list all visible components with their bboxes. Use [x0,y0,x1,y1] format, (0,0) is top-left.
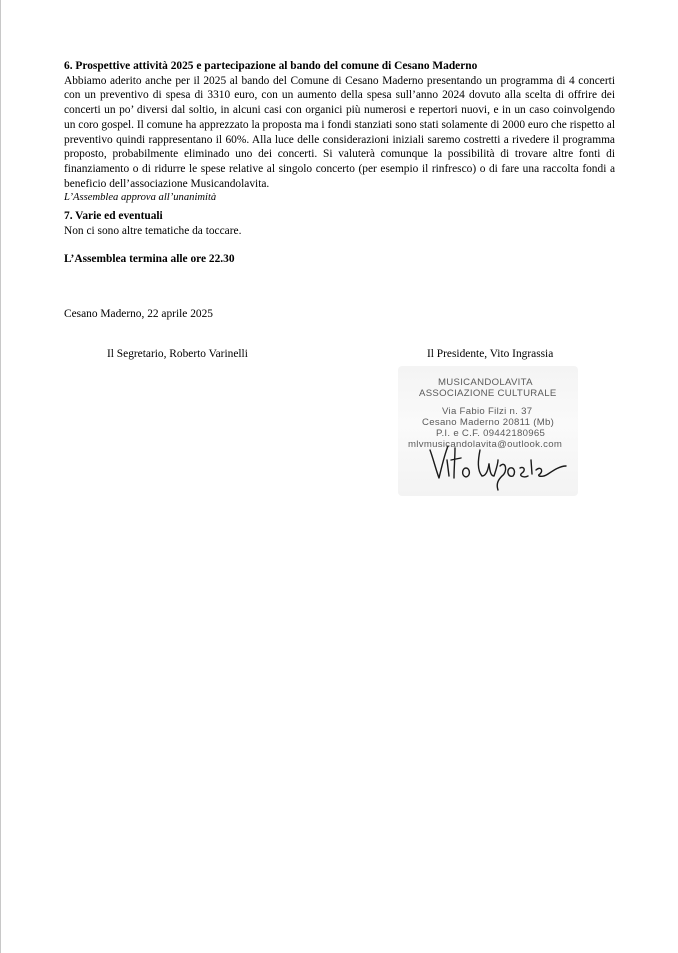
section-6-heading: 6. Prospettive attività 2025 e partecipazione al bando del comune di Cesano Maderno [64,60,478,72]
secretary-signature-label: Il Segretario, Roberto Varinelli [107,348,248,360]
section-7-body: Non ci sono altre tematiche da toccare. [64,225,242,237]
place-and-date: Cesano Maderno, 22 aprile 2025 [64,308,213,320]
stamp-address: Via Fabio Filzi n. 37 [442,406,533,417]
president-signature-label: Il Presidente, Vito Ingrassia [427,348,554,360]
section-6-approval: L’Assemblea approva all’unanimità [64,192,217,204]
stamp-city: Cesano Maderno 20811 (Mb) [422,417,555,428]
stamp-tax-id: P.I. e C.F. 09442180965 [436,428,546,439]
section-7 [64,209,615,239]
stamp-name: MUSICANDOLAVITA [438,377,533,388]
section-6 [64,59,615,206]
section-7-heading: 7. Varie ed eventuali [64,210,163,222]
section-6-body: Abbiamo aderito anche per il 2025 al bando del Comune di Cesano Maderno presentando un programma di 4 concerti con un preventivo di spesa di 3310 euro, con un aumento della spesa sull’anno 2024 dovuto alla scelta di offrire dei concerti un po’ diversi dal soltio, in alcuni casi con organici più numerosi e repertori nuovi, e in un caso coinvolgendo un coro gospel. Il comune ha apprezzato la proposta ma i fondi stanziati sono stati solamente di 2000 euro che rispetto al preventivo quindi rappresentano il 60%. Alla luce delle considerazioni iniziali saremo costretti a rivedere il programma proposto, probabilmente eliminado uno dei concerti. Si valuterà comunque la possibilità di trovare altre fonti di finanziamento o di ridurre le spese relative al singolo concerto (per esempio il rinfresco) o di fare una raccolta fondi a beneficio dell’associazione Musicandolavita. [64,74,615,190]
president-handwritten-signature [428,440,568,492]
meeting-closing: L’Assemblea termina alle ore 22.30 [64,253,235,265]
page-left-edge [0,0,1,953]
stamp-type: ASSOCIAZIONE CULTURALE [419,388,557,399]
stamp-email: mlvmusicandolavita@outlook.com [408,439,563,450]
